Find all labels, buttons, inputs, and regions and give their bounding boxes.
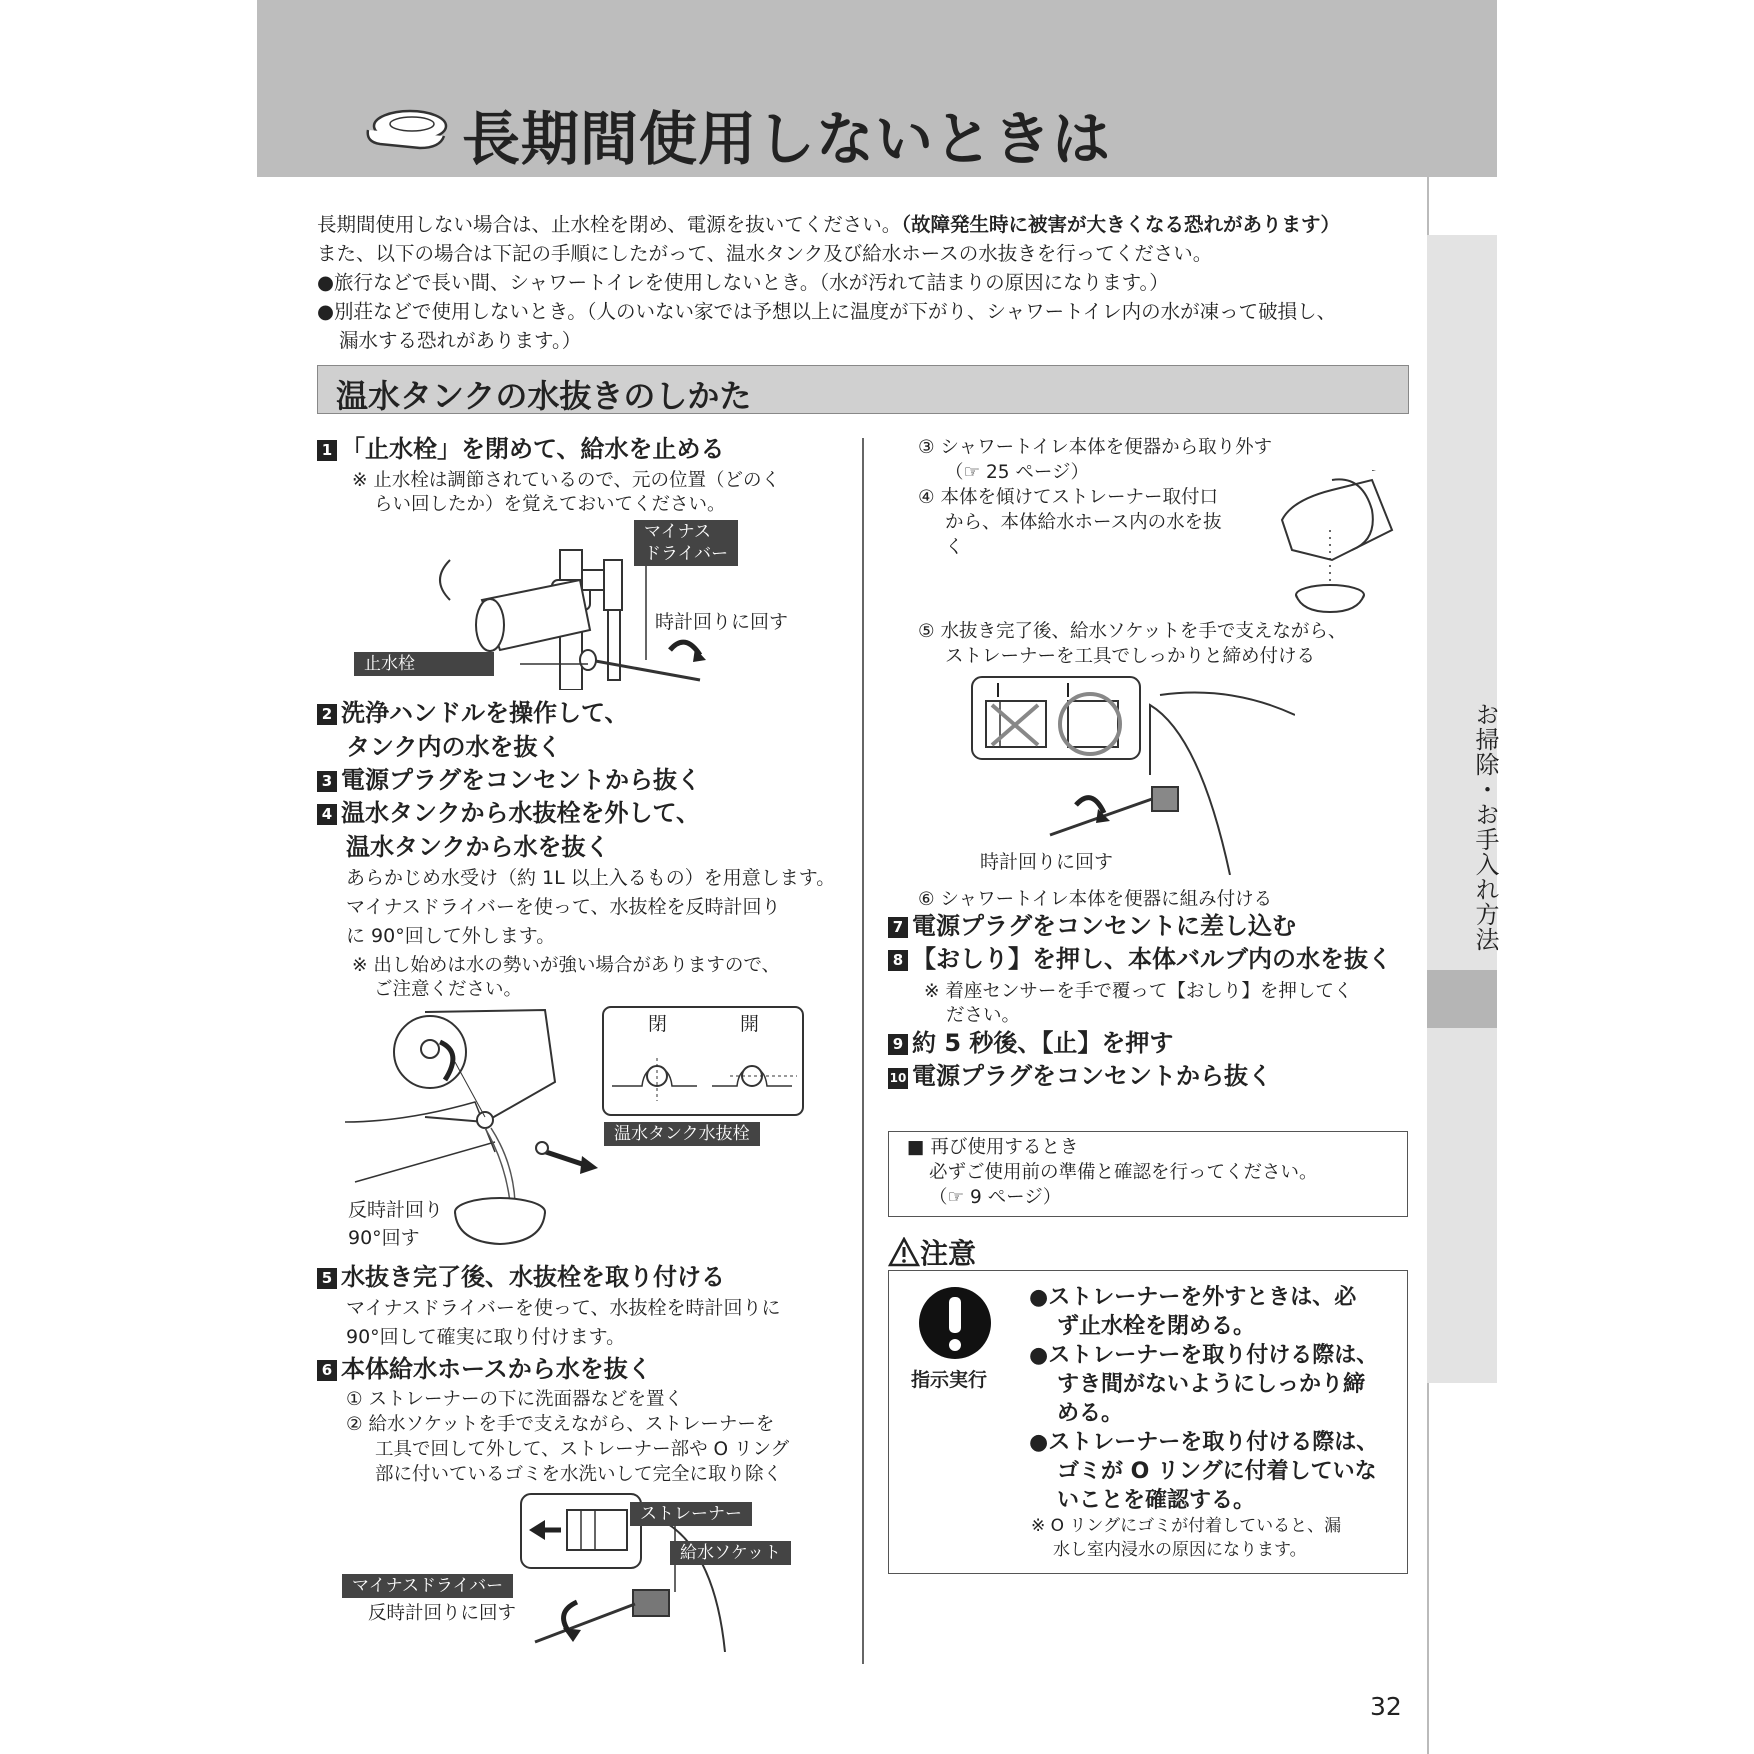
step-number: 9 — [888, 1034, 908, 1055]
step-6-item: ③ シャワートイレ本体を便器から取り外す — [918, 437, 1273, 458]
step-text: 電源プラグをコンセントから抜く — [341, 766, 701, 794]
step-text: 洗浄ハンドルを操作して、 — [341, 699, 629, 727]
caution-bullet-cont: める。 — [1057, 1401, 1124, 1426]
step-number: 1 — [317, 440, 337, 461]
caution-note: ※ O リングにゴミが付着していると、漏 — [1031, 1516, 1342, 1536]
warning-triangle-icon — [888, 1237, 920, 1267]
step-2-title — [317, 697, 629, 730]
caution-note-cont: 水し室内浸水の原因になります。 — [1053, 1540, 1307, 1560]
label-minus-driver: マイナスドライバー — [342, 1574, 513, 1598]
label-open: 開 — [740, 1013, 760, 1035]
caution-title: 注意 — [920, 1237, 977, 1270]
step-1-title — [317, 433, 725, 466]
label-text: ドライバー — [644, 544, 729, 564]
label-strainer: ストレーナー — [630, 1502, 752, 1526]
step-2-title-cont: タンク内の水を抜く — [346, 733, 562, 761]
step-text: 電源プラグをコンセントから抜く — [912, 1062, 1272, 1090]
step-4-note-cont: ご注意ください。 — [374, 979, 523, 1000]
step-text: 本体給水ホースから水を抜く — [341, 1355, 652, 1383]
step-6-title — [317, 1353, 652, 1386]
label-ccw: 反時計回り — [348, 1199, 444, 1221]
step-number: 8 — [888, 950, 908, 971]
step-6-item-cont: 工具で回して外して、ストレーナー部や O リング — [375, 1439, 790, 1460]
step-4-body: マイナスドライバーを使って、水抜栓を反時計回り — [346, 896, 781, 918]
step-number: 7 — [888, 917, 908, 938]
label-minus-driver — [634, 520, 738, 566]
step-8-note-cont: ださい。 — [946, 1005, 1021, 1026]
mandatory-action-icon — [917, 1285, 993, 1361]
caution-bullet-cont: すき間がないようにしっかり締 — [1057, 1372, 1366, 1397]
page-number: 32 — [1370, 1692, 1402, 1721]
step-5-body: マイナスドライバーを使って、水抜栓を時計回りに — [346, 1297, 781, 1319]
step-4-title — [317, 797, 700, 830]
caution-bullet: ●ストレーナーを取り付ける際は、 — [1029, 1343, 1379, 1368]
strainer-tighten-illustration — [970, 675, 1295, 875]
step-6-item: ⑥ シャワートイレ本体を便器に組み付ける — [918, 889, 1273, 910]
valve-open-closed-diagram — [602, 1006, 804, 1116]
mandatory-action-label: 指示実行 — [911, 1369, 988, 1391]
label-ccw-90: 90°回す — [348, 1227, 420, 1249]
intro-text — [317, 210, 1427, 355]
side-tab-marker — [1427, 970, 1497, 1028]
step-4-body: あらかじめ水受け（約 1L 以上入るもの）を用意します。 — [346, 867, 836, 889]
label-stop-valve: 止水栓 — [354, 652, 494, 676]
step-6-item: ④ 本体を傾けてストレーナー取付口 — [918, 487, 1218, 508]
label-ccw: 反時計回りに回す — [368, 1603, 517, 1624]
step-text: 「止水栓」を閉めて、給水を止める — [341, 435, 725, 463]
step-text: 約 5 秒後、【止】を押す — [912, 1029, 1174, 1057]
step-text: 【おしり】を押し、本体バルブ内の水を抜く — [912, 945, 1392, 973]
step-text: 電源プラグをコンセントに差し込む — [912, 912, 1296, 940]
side-tab-label: お掃除・お手入れ方法 — [1471, 702, 1499, 952]
step-4-note: ※ 出し始めは水の勢いが強い場合がありますので、 — [352, 955, 781, 976]
step-8-note: ※ 着座センサーを手で覆って【おしり】を押してく — [924, 981, 1353, 1002]
caution-heading — [888, 1232, 976, 1272]
step-number: 10 — [888, 1068, 908, 1089]
arrow-icon — [530, 1130, 605, 1180]
step-number: 6 — [317, 1360, 337, 1381]
step-number: 4 — [317, 804, 337, 825]
intro-line2: また、以下の場合は下記の手順にしたがって、温水タンク及び給水ホースの水抜きを行ってください。 — [317, 242, 1213, 265]
step-6-item-cont: ストレーナーを工具でしっかりと締め付ける — [945, 646, 1316, 667]
intro-bullet2-cont: 漏水する恐れがあります。） — [339, 329, 582, 352]
step-10-title — [888, 1060, 1272, 1093]
section-title: 温水タンクの水抜きのしかた — [336, 377, 752, 415]
step-7-title — [888, 910, 1296, 943]
step-4-title-cont: 温水タンクから水を抜く — [346, 833, 610, 861]
step-text: 水抜き完了後、水抜栓を取り付ける — [341, 1263, 725, 1291]
step-8-title — [888, 943, 1392, 976]
label-clockwise: 時計回りに回す — [980, 851, 1114, 873]
step-6-item: ⑤ 水抜き完了後、給水ソケットを手で支えながら、 — [918, 621, 1347, 642]
caution-bullet-cont: ず止水栓を閉める。 — [1057, 1314, 1256, 1339]
caution-bullet: ●ストレーナーを取り付ける際は、 — [1029, 1430, 1379, 1455]
step-6-item-cont: く — [945, 537, 964, 558]
label-text: マイナス — [644, 522, 711, 542]
step-9-title — [888, 1027, 1173, 1060]
reuse-page-ref: （☞ 9 ページ） — [929, 1187, 1062, 1208]
reuse-info-box — [888, 1131, 1408, 1217]
intro-line1-warning: （故障発生時に被害が大きくなる恐れがあります） — [901, 213, 1340, 236]
page-title: 長期間使用しないときは — [462, 105, 1112, 173]
step-number: 2 — [317, 704, 337, 725]
toilet-seat-icon — [360, 104, 450, 156]
step-4-body: に 90°回して外します。 — [346, 925, 556, 947]
intro-line1: 長期間使用しない場合は、止水栓を閉め、電源を抜いてください。 — [317, 213, 902, 236]
label-water-socket: 給水ソケット — [670, 1541, 791, 1565]
step-5-title — [317, 1261, 725, 1294]
step-6-item-cont: 部に付いているゴミを水洗いして完全に取り除く — [375, 1464, 783, 1485]
caution-box — [888, 1270, 1408, 1574]
step-number: 5 — [317, 1268, 337, 1289]
caution-bullet-cont: いことを確認する。 — [1057, 1488, 1256, 1513]
intro-bullet1: ●旅行などで長い間、シャワートイレを使用しないとき。（水が汚れて詰まりの原因になります。） — [317, 271, 1169, 294]
label-drain-plug: 温水タンク水抜栓 — [604, 1122, 760, 1146]
reuse-heading: ■ 再び使用するとき — [907, 1137, 1079, 1158]
column-divider — [862, 438, 864, 1664]
step-6-item-cont: （☞ 25 ページ） — [945, 462, 1090, 483]
step-6-item: ① ストレーナーの下に洗面器などを置く — [346, 1389, 683, 1410]
label-closed: 閉 — [648, 1013, 668, 1035]
step-5-body: 90°回して確実に取り付けます。 — [346, 1326, 626, 1348]
step-6-item: ② 給水ソケットを手で支えながら、ストレーナーを — [346, 1414, 775, 1435]
section-header — [317, 365, 1409, 414]
step-number: 3 — [317, 771, 337, 792]
step-1-note: ※ 止水栓は調節されているので、元の位置（どのく — [352, 470, 781, 491]
step-3-title — [317, 764, 701, 797]
caution-bullet: ●ストレーナーを外すときは、必 — [1029, 1285, 1357, 1310]
reuse-text: 必ずご使用前の準備と確認を行ってください。 — [929, 1162, 1318, 1183]
intro-bullet2: ●別荘などで使用しないとき。（人のいない家では予想以上に温度が下がり、シャワートイレ内の水が凍って破損し、 — [317, 300, 1337, 323]
step-6-item-cont: から、本体給水ホース内の水を抜 — [945, 512, 1222, 533]
step-1-note-cont: らい回したか）を覚えておいてください。 — [374, 494, 726, 515]
label-clockwise: 時計回りに回す — [655, 611, 789, 633]
caution-bullet-cont: ゴミが O リングに付着していな — [1057, 1459, 1377, 1484]
tilt-body-illustration — [1272, 470, 1412, 615]
step-text: 温水タンクから水抜栓を外して、 — [341, 799, 701, 827]
